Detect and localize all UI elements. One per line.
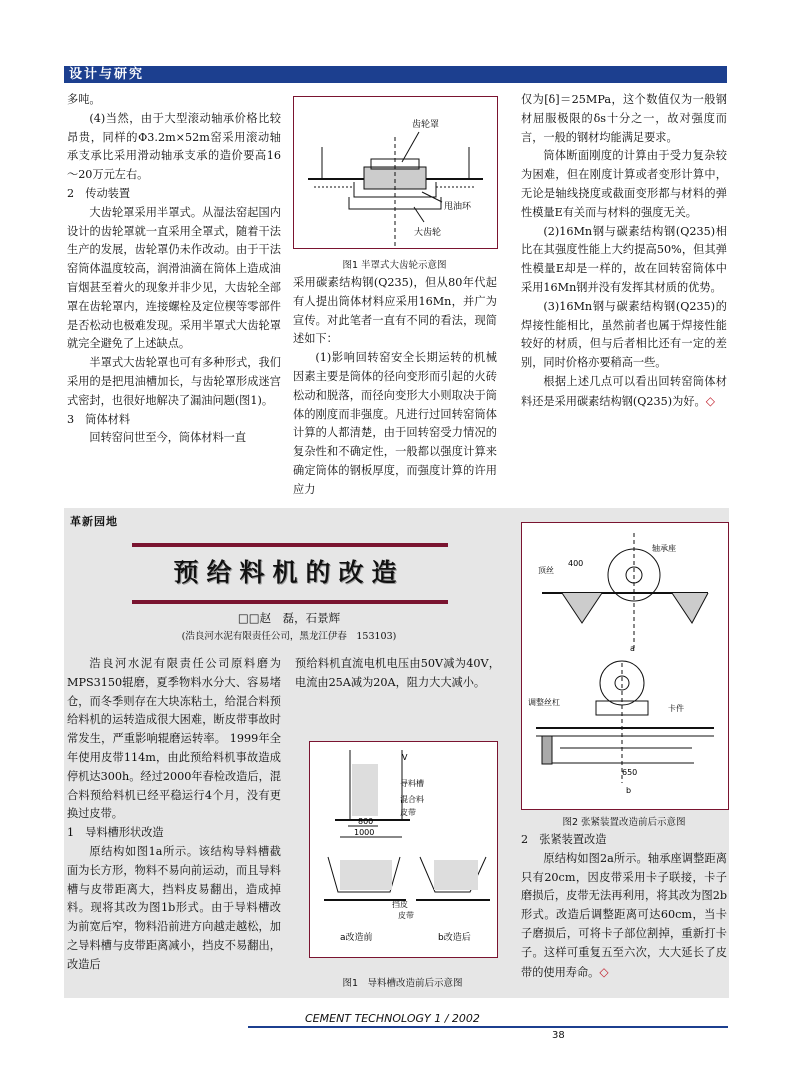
paragraph: (4)当然，由于大型滚动轴承价格比较昂贵，同样的Φ3.2m×52m窑采用滚动轴承支承比采用滑动轴承支承的造价要高16～20万元左右。 (67, 111, 281, 182)
paragraph (521, 373, 727, 412)
article-affiliation: (浩良河水泥有限责任公司，黑龙江伊春 153103) (181, 631, 397, 642)
article-column-1 (67, 655, 281, 975)
figure-s1-drawing (310, 742, 497, 957)
paragraph: 大齿轮罩采用半罩式。从湿法窑起国内设计的齿轮罩就一直采用全罩式，随着干法生产的发展，齿轮罩仍未作改动。由于干法窑筒体温度较高，润滑油滴在筒体上造成油盲烟甚至着火的现象并非少见，大齿轮全部罩在齿轮罩内，连接螺栓及定位楔等零部件是否松动也极难发现。采用半罩式大齿轮罩就完全避免了上述缺点。 (67, 205, 281, 351)
paragraph-text: 根据上述几点可以看出回转窑筒体材料还是采用碳素结构钢(Q235)为好。 (521, 374, 727, 408)
section-header-title: 设计与研究 (69, 67, 145, 82)
label-big-gear: 大齿轮 (414, 228, 442, 238)
figure-s1-caption: 图1 导料槽改造前后示意图 (342, 978, 463, 989)
figure-s1-frame (309, 741, 498, 958)
label-belt: 皮带 (400, 808, 416, 817)
figure-1-caption: 图1 半罩式大齿轮示意图 (342, 260, 447, 271)
label-after: b改造后 (438, 933, 471, 943)
end-mark-icon: ◇ (705, 393, 715, 408)
paragraph: (1)影响回转窑安全长期运转的机械因素主要是筒体的径向变形而引起的火砖松动和脱落，而径向变形大小则取决于筒体的刚度而非强度。凡进行过回转窑筒体计算的人都清楚，由于回转窑受力情况的复杂性和不确定性，一般都以强度计算来确定筒体的钢板厚度，而强度计算的许用应力 (293, 351, 497, 496)
label-mix-material: 混合料 (400, 795, 424, 804)
footer-rule (248, 1026, 728, 1028)
dim-1000: 1000 (354, 828, 375, 837)
paragraph: (3)16Mn钢与碳素结构钢(Q235)的焊接性能相比，虽然前者也属于焊接性能较好的材质，但与后者相比还有一定的差别，同时价格亦要稍高一些。 (521, 299, 727, 370)
paragraph: 采用碳素结构钢(Q235)，但从80年代起有人提出筒体材料应采用16Mn，并广为宣传。对此笔者一直有不同的看法，现简述如下： (293, 276, 497, 346)
article-title: 预给料机的改造 (173, 558, 405, 587)
title-rule-top (132, 543, 448, 547)
label-a: a (630, 644, 635, 653)
paragraph: 半罩式大齿轮罩也可有多种形式，我们采用的是把甩油槽加长，与齿轮罩形成迷宫式密封，也很好地解决了漏油问题(图1)。 (67, 356, 281, 407)
label-guide-chute: 导料槽 (400, 779, 424, 788)
top-column-3 (521, 91, 727, 412)
article-column-2 (295, 655, 500, 693)
paragraph: 原结构如图1a所示。该结构导料槽截面为长方形，物料不易向前运动，而且导料槽与皮带距离大，挡料皮易翻出，造成掉料。现将其改为图1b形式。由于导料槽改为前宽后窄，物料沿前进方向越走越松，加之导料槽与皮带距离减小，挡皮不易翻出，改造后 (67, 844, 281, 971)
figure-1-frame (293, 96, 498, 249)
dim-400: 400 (568, 559, 584, 568)
subheading: 2 传动装置 (67, 186, 131, 200)
subheading: 3 筒体材料 (67, 412, 131, 426)
paragraph: 回转窑问世至今，筒体材料一直 (89, 431, 247, 445)
page-number: 38 (552, 1030, 565, 1041)
paragraph: 浩良河水泥有限责任公司原料磨为MPS3150辊磨，夏季物料水分大、容易堵仓，而冬季则存在大块冻粘土，给混合料预给料机的运转造成很大困难，断皮带事故时常发生，严重影响辊磨运转率。 1999年全年使用皮带114m，由此预给料机事故造成停机达300h。经过2000年春检改造后，混合料预给料机已经平稳运行4个月，没有更换过皮带。 (67, 657, 281, 821)
label-stop-skirt: 挡皮 (392, 900, 408, 909)
paragraph: (2)16Mn钢与碳素结构钢(Q235)相比在其强度性能上大约提高50%，但其弹性模量E却是一样的，故在回转窑筒体中采用16Mn钢并没有发挥其材质的优势。 (521, 224, 727, 294)
label-gear-cover: 齿轮罩 (412, 120, 440, 130)
label-before: a改造前 (340, 933, 373, 943)
label-b: b (626, 786, 632, 795)
figure-s2-frame (521, 522, 729, 810)
top-column-1 (67, 91, 281, 448)
label-jackscrew: 顶丝 (538, 566, 554, 575)
subheading: 1 导料槽形状改造 (67, 826, 164, 840)
label-bearing-seat: 轴承座 (652, 544, 676, 553)
paragraph: 仅为[δ]＝25MPa，这个数值仅为一般钢材屈服极限的δs十分之一，故对强度而言，一般的钢材均能满足要求。 (521, 93, 727, 144)
paragraph: 多吨。 (67, 93, 101, 106)
label-clamp: 卡件 (668, 704, 684, 713)
paragraph (521, 850, 727, 983)
section-tag: 革新园地 (70, 515, 118, 528)
paragraph-text: 原结构如图2a所示。轴承座调整距离只有20cm，因皮带采用卡子联接，卡子磨损后，皮带无法再利用，将其改为图2b形式。改造后调整距离可达60cm，当卡子磨损后，可将卡子部位割掉，重新打卡子。这样可重复五至六次，大大延长了皮带的使用寿命。 (521, 851, 727, 979)
figure-1-drawing (294, 97, 497, 248)
label-v: V (402, 753, 408, 762)
top-column-2 (293, 274, 497, 500)
subheading: 2 张紧装置改造 (521, 833, 607, 846)
article-column-3 (521, 831, 727, 982)
dim-650: 650 (622, 768, 638, 777)
article-authors: □□赵 磊，石景辉 (237, 611, 341, 625)
label-adjust-bolt: 调整丝杠 (528, 698, 560, 707)
journal-footer: CEMENT TECHNOLOGY 1 / 2002 (305, 1012, 480, 1025)
section-header-bar (64, 66, 727, 83)
dim-800: 800 (358, 817, 374, 826)
label-oil-ring: 甩油环 (444, 202, 472, 212)
figure-s2-caption: 图2 张紧装置改造前后示意图 (562, 817, 686, 828)
end-mark-icon: ◇ (599, 964, 609, 979)
figure-s2-drawing (522, 523, 728, 809)
label-belt-2: 皮带 (398, 911, 414, 920)
title-rule-bottom (132, 600, 448, 604)
paragraph: 预给料机直流电机电压由50V减为40V，电流由25A减为20A，阻力大大减小。 (295, 657, 500, 689)
paragraph: 筒体断面刚度的计算由于受力复杂较为困难，但在刚度计算或者变形计算中，无论是轴线挠度或截面变形都与材料的弹性模量E有关而与材料的强度无关。 (521, 149, 727, 219)
